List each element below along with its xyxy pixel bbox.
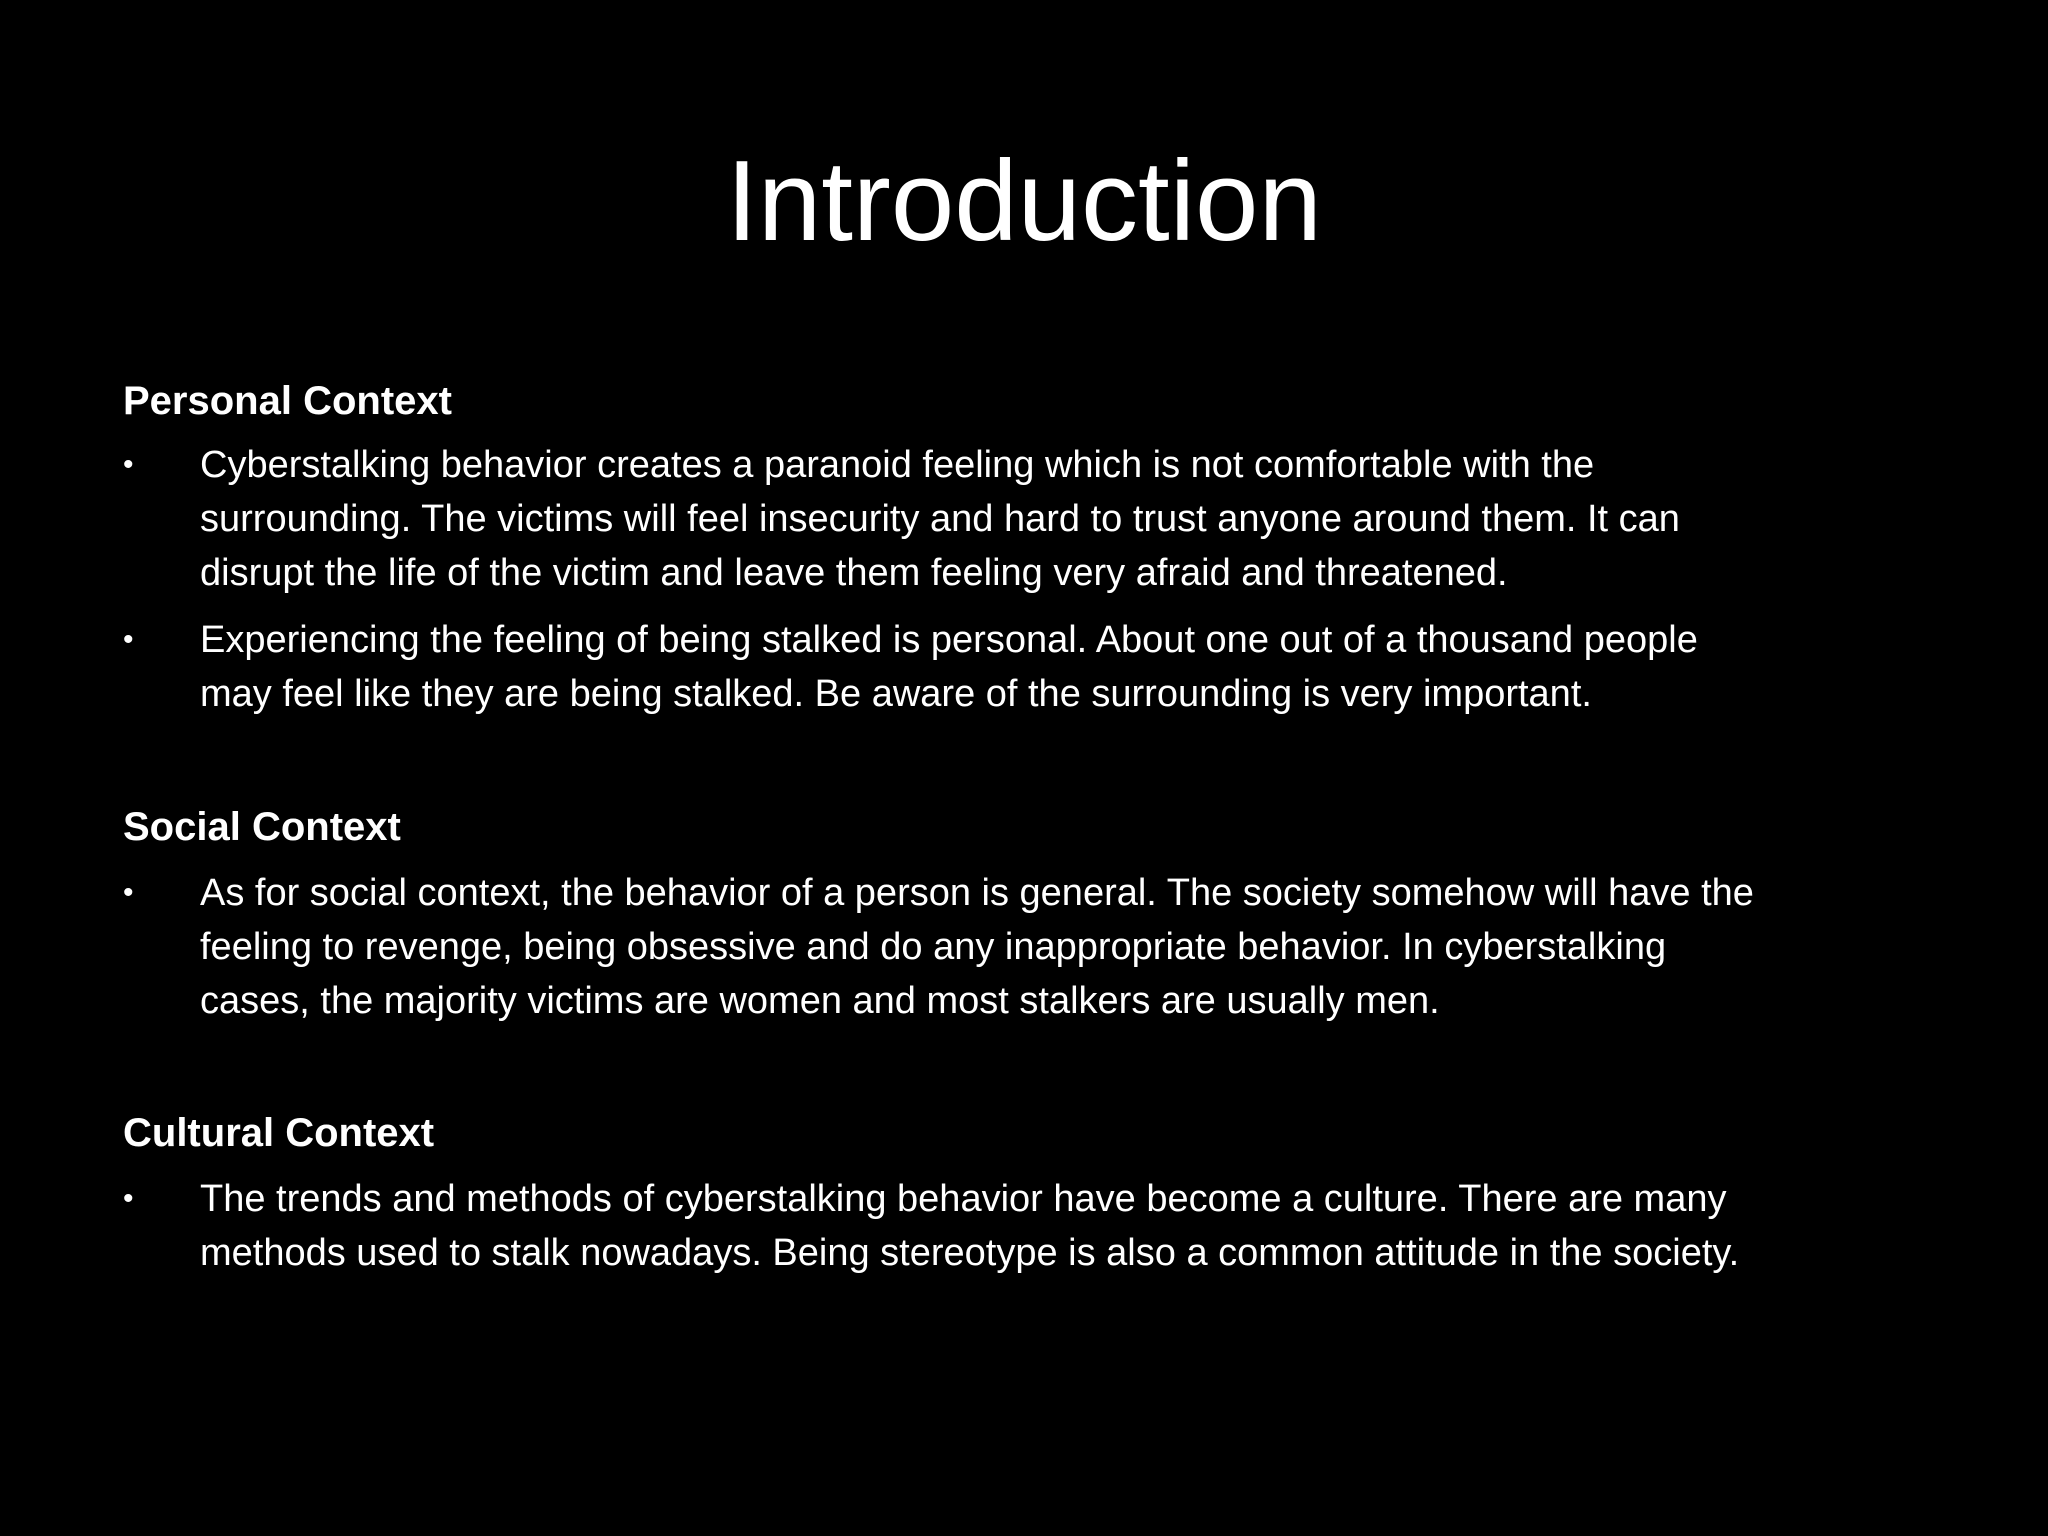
bullet-icon: • [123, 448, 134, 481]
bullet-icon: • [123, 1182, 134, 1215]
section-heading-cultural: Cultural Context [123, 1111, 435, 1155]
section-heading-social: Social Context [123, 805, 401, 849]
bullet-icon: • [123, 876, 134, 909]
bullet-text: The trends and methods of cyberstalking behavior have become a culture. There are many methods used to stalk nowadays. Being stereotype is also a common attitude in the society. [200, 1178, 1740, 1274]
bullet-text: Cyberstalking behavior creates a paranoid feeling which is not comfortable with the surrounding. The victims will feel insecurity and hard to trust anyone around them. It can disrupt the life of the victim and leave them feeling very afraid and threatened. [200, 444, 1680, 594]
section-heading-personal: Personal Context [123, 379, 452, 423]
bullet-text: As for social context, the behavior of a person is general. The society somehow will have the feeling to revenge, being obsessive and do any inappropriate behavior. In cyberstalking cases, the majority victims are women and most stalkers are usually men. [200, 872, 1754, 1022]
bullet-text: Experiencing the feeling of being stalked is personal. About one out of a thousand people may feel like they are being stalked. Be aware of the surrounding is very important. [200, 619, 1698, 715]
slide-title: Introduction [726, 138, 1322, 265]
bullet-icon: • [123, 623, 134, 656]
